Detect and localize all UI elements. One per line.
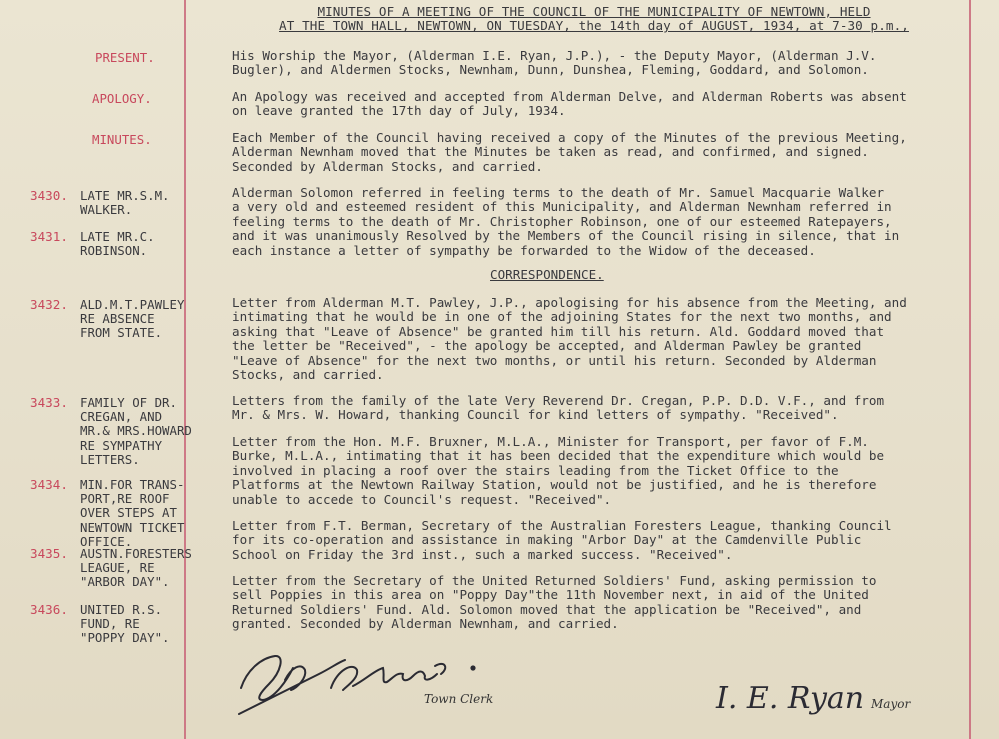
- item-label-3434: MIN.FOR TRANS- PORT,RE ROOF OVER STEPS AT NEWTOWN TICKET OFFICE.: [80, 477, 185, 549]
- item-number-3431: 3431.: [30, 229, 68, 244]
- minutes-label: MINUTES.: [92, 132, 152, 147]
- item-text-3436: Letter from the Secretary of the United Returned Soldiers' Fund, asking permission to sell Poppies in this area on "Poppy Day"the 11th November next, in aid of the United Returned Soldiers' Fund. Ald. Solomon moved that the application be "Received", and granted. Seconded by Alderman Newnham, and carried.: [232, 573, 877, 632]
- item-label-3432: ALD.M.T.PAWLEY RE ABSENCE FROM STATE.: [80, 297, 185, 341]
- item-number-3436: 3436.: [30, 602, 68, 617]
- item-number-3434: 3434.: [30, 477, 68, 492]
- title-line-2: AT THE TOWN HALL, NEWTOWN, ON TUESDAY, the 14th day of AUGUST, 1934, at 7-30 p.m.,: [279, 18, 909, 34]
- mayor-signature: [712, 672, 870, 728]
- item-number-3432: 3432.: [30, 297, 68, 312]
- item-text-3432: Letter from Alderman M.T. Pawley, J.P., apologising for his absence from the Meeting, and intimating that he would be in one of the adjoining States for the next two months, and asking that "Leave of Absence" be granted him till his return. Ald. Goddard moved that the letter be "Received", - the apology be accepted, and Alderman Pawley be granted "Leave of Absence" for the next two months, or until his return. Seconded by Alderman Stocks, and carried.: [232, 295, 907, 383]
- item-text-3435: Letter from F.T. Berman, Secretary of the Australian Foresters League, thanking Council for its co-operation and assistance in making "Arbor Day" at the Camdenville Public School on Friday the 3rd inst., such a marked success. "Received".: [232, 518, 892, 562]
- apology-label: APOLOGY.: [92, 91, 152, 106]
- apology-text: An Apology was received and accepted from Alderman Delve, and Alderman Roberts was absent on leave granted the 17th day of July, 1934.: [232, 89, 907, 119]
- item-text-3433: Letters from the family of the late Very Reverend Dr. Cregan, P.P. D.D. V.F., and from Mr. & Mrs. W. Howard, thanking Council for kind letters of sympathy. "Received".: [232, 393, 885, 423]
- item-label-3433: FAMILY OF DR. CREGAN, AND MR.& MRS.HOWARD RE SYMPATHY LETTERS.: [80, 395, 192, 467]
- town-clerk-title: Town Clerk: [424, 692, 494, 706]
- item-label-3431: LATE MR.C. ROBINSON.: [80, 229, 155, 259]
- title-line-1: MINUTES OF A MEETING OF THE COUNCIL OF THE MUNICIPALITY OF NEWTOWN, HELD: [317, 4, 871, 19]
- mayor-signature-text: I. E. Ryan: [716, 681, 865, 716]
- document-title: [214, 5, 974, 34]
- correspondence-heading: CORRESPONDENCE.: [490, 267, 604, 282]
- left-margin-line: [184, 0, 186, 739]
- item-label-3436: UNITED R.S. FUND, RE "POPPY DAY".: [80, 602, 170, 646]
- minutes-text: Each Member of the Council having received a copy of the Minutes of the previous Meeting, Alderman Newnham moved that the Minutes be taken as read, and confirmed, and signed. Seconded by Alderman Stocks, and carried.: [232, 130, 907, 174]
- present-text: His Worship the Mayor, (Alderman I.E. Ryan, J.P.), - the Deputy Mayor, (Alderman J.V. Bugler), and Aldermen Stocks, Newnham, Dunn, Dunshea, Fleming, Goddard, and Solomon.: [232, 48, 877, 78]
- item-number-3435: 3435.: [30, 546, 68, 561]
- item-label-3435: AUSTN.FORESTERS LEAGUE, RE "ARBOR DAY".: [80, 546, 192, 590]
- right-margin-line: [969, 0, 971, 739]
- present-label: PRESENT.: [95, 50, 155, 65]
- town-clerk-signature: [235, 640, 485, 720]
- condolences-text: Alderman Solomon referred in feeling terms to the death of Mr. Samuel Macquarie Walker a very old and esteemed resident of this Municipality, and Alderman Newnham referred in feeling terms to the death of Mr. Christopher Robinson, one of our esteemed Ratepayers, and it was unanimously Resolved by the Members of the Council rising in silence, that in each instance a letter of sympathy be forwarded to the Widow of the deceased.: [232, 185, 900, 258]
- item-text-3434: Letter from the Hon. M.F. Bruxner, M.L.A., Minister for Transport, per favor of F.M. Burke, M.L.A., intimating that it has been decided that the expenditure which would be involved in placing a roof over the stairs leading from the Ticket Office to the Platforms at the Newtown Railway Station, would not be justified, and he is therefore unable to accede to Council's request. "Received".: [232, 434, 885, 507]
- item-number-3433: 3433.: [30, 395, 68, 410]
- mayor-title: Mayor: [871, 697, 911, 711]
- item-label-3430: LATE MR.S.M. WALKER.: [80, 188, 170, 218]
- item-number-3430: 3430.: [30, 188, 68, 203]
